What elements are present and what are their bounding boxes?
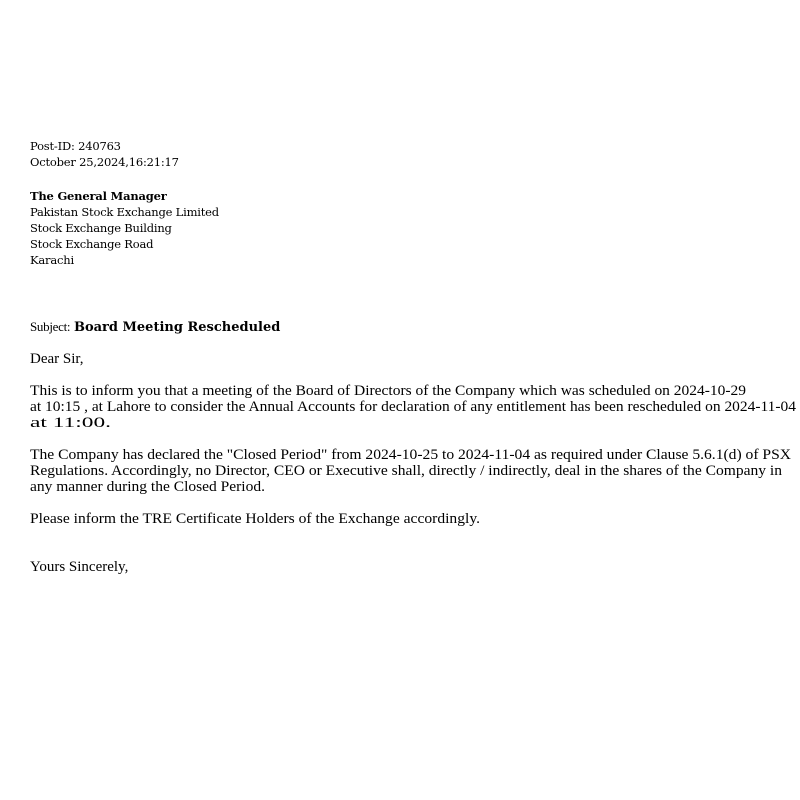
address-line: Stock Exchange Building [30, 221, 172, 235]
address-line: Stock Exchange Road [30, 237, 154, 251]
post-id: Post-ID: 240763 [30, 139, 121, 153]
paragraph-line: Please inform the TRE Certificate Holders of the Exchange accordingly. [30, 511, 480, 527]
paragraph-3 [30, 511, 480, 527]
salutation: Dear Sir, [30, 351, 84, 367]
paragraph-line: at 11:00. [30, 415, 111, 431]
paragraph-line: The Company has declared the "Closed Period" from 2024-10-25 to 2024-11-04 as required under Clause 5.6.1(d) of PSX [30, 447, 791, 463]
recipient-title: The General Manager [30, 189, 167, 203]
subject-label: Subject: [30, 319, 71, 334]
address-line: Pakistan Stock Exchange Limited [30, 205, 219, 219]
subject-line [30, 319, 280, 336]
recipient-address [30, 188, 219, 268]
post-datetime: October 25,2024,16:21:17 [30, 155, 179, 169]
letter-header [30, 138, 179, 170]
closing: Yours Sincerely, [30, 559, 129, 575]
address-line: Karachi [30, 253, 74, 267]
paragraph-line: This is to inform you that a meeting of the Board of Directors of the Company which was scheduled on 2024-10-29 [30, 383, 747, 399]
paragraph-1 [30, 383, 796, 431]
subject-text: Board Meeting Rescheduled [73, 320, 281, 335]
paragraph-2 [30, 447, 791, 495]
paragraph-line: any manner during the Closed Period. [30, 479, 265, 495]
paragraph-line: at 10:15 , at Lahore to consider the Annual Accounts for declaration of any entitlement has been rescheduled on 2024-11-04 [30, 399, 796, 415]
paragraph-line: Regulations. Accordingly, no Director, CEO or Executive shall, directly / indirectly, deal in the shares of the Company in [30, 463, 782, 479]
